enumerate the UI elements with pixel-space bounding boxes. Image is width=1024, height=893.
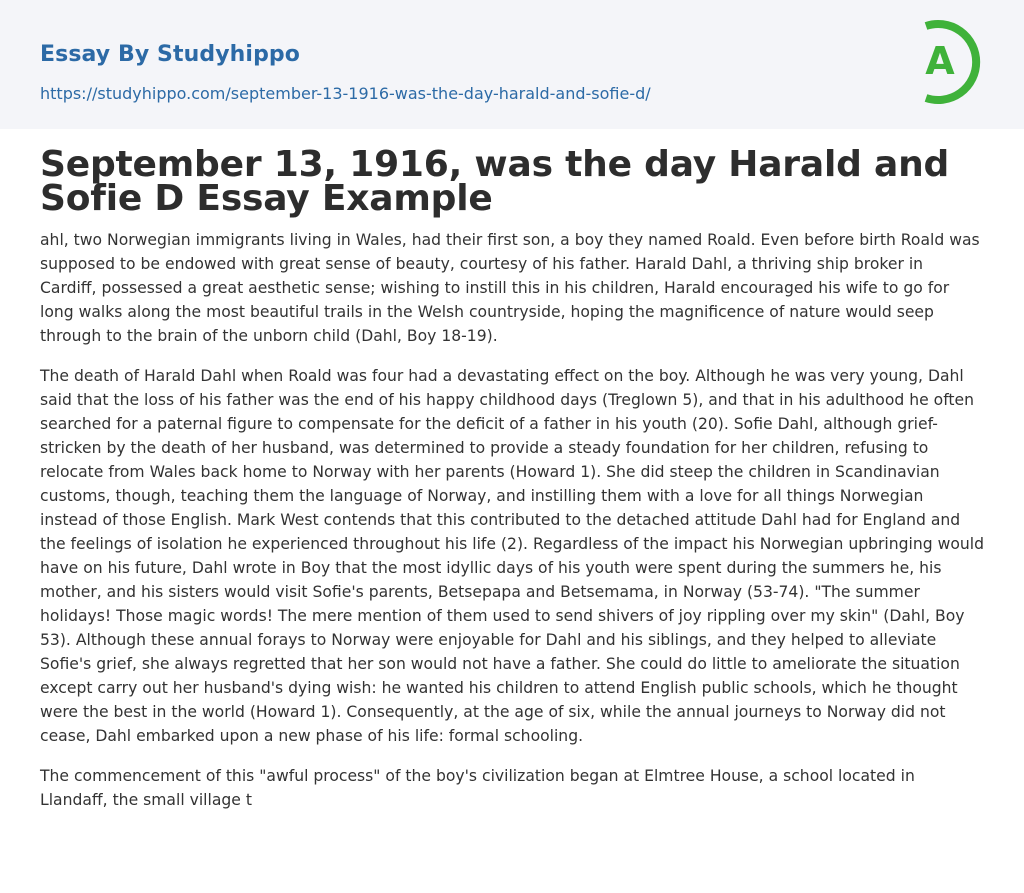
article-paragraph: The commencement of this "awful process" of the boy's civilization began at Elmtree House, a school located in Llandaff, the small village t [40,767,915,809]
site-brand[interactable]: Essay By Studyhippo [40,42,300,67]
site-header [0,0,1024,129]
article-paragraph: ahl, two Norwegian immigrants living in Wales, had their first son, a boy they named Roald. Even before birth Roald was supposed to be endowed with great sense of beauty, courtesy of his father. Harald Dahl, a thriving ship broker in Cardiff, possessed a great aesthetic sense; wishing to instill this in his children, Harald encouraged his wife to go for long walks along the most beautiful trails in the Welsh countryside, hoping the magnificence of nature would seep through to the brain of the unborn child (Dahl, Boy 18-19). [40,231,980,345]
source-url-link[interactable]: https://studyhippo.com/september-13-1916-was-the-day-harald-and-sofie-d/ [40,84,651,103]
article-title: September 13, 1916, was the day Harald and Sofie D Essay Example [40,144,950,219]
logo-letter: A [925,39,955,83]
studyhippo-logo-icon[interactable] [910,18,988,106]
article-body [40,228,984,828]
article-paragraph: The death of Harald Dahl when Roald was four had a devastating effect on the boy. Although he was very young, Dahl said that the loss of his father was the end of his happy childhood days (Treglown 5), and that in his adulthood he often searched for a paternal figure to compensate for the deficit of a father in his youth (20). Sofie Dahl, although grief-stricken by the death of her husband, was determined to provide a steady foundation for her children, refusing to relocate from Wales back home to Norway with her parents (Howard 1). She did steep the children in Scandinavian customs, though, teaching them the language of Norway, and instilling them with a love for all things Norwegian instead of those English. Mark West contends that this contributed to the detached attitude Dahl had for England and the feelings of isolation he experienced throughout his life (2). Regardless of the impact his Norwegian upbringing would have on his future, Dahl wrote in Boy that the most idyllic days of his youth were spent during the summers he, his mother, and his sisters would visit Sofie's parents, Betsepapa and Betsemama, in Norway (53-74). "The summer holidays! Those magic words! The mere mention of them used to send shivers of joy rippling over my skin" (Dahl, Boy 53). Although these annual forays to Norway were enjoyable for Dahl and his siblings, and they helped to alleviate Sofie's grief, she always regretted that her son would not have a father. She could do little to ameliorate the situation except carry out her husband's dying wish: he wanted his children to attend English public schools, which he thought were the best in the world (Howard 1). Consequently, at the age of six, while the annual journeys to Norway did not cease, Dahl embarked upon a new phase of his life: formal schooling. [40,367,985,745]
